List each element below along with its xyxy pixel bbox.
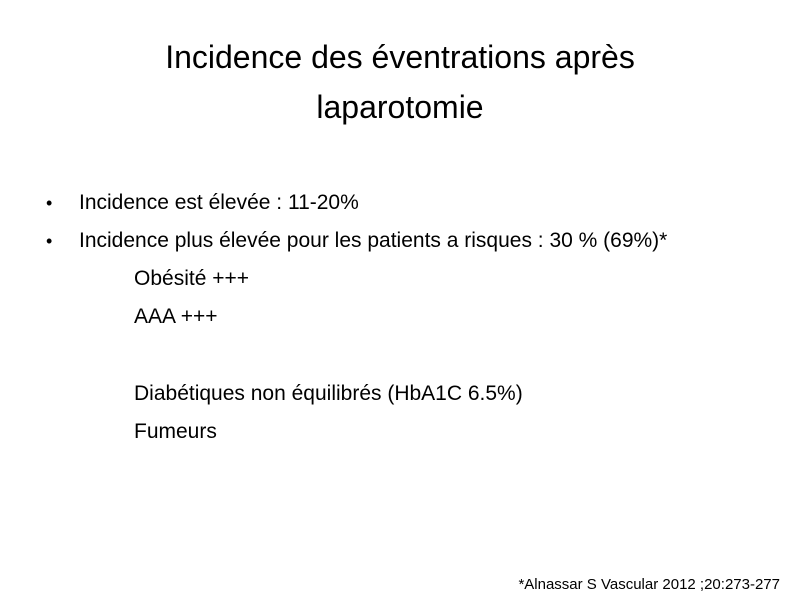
sub-item-smokers: Fumeurs (134, 420, 217, 443)
bullet-text: Incidence plus élevée pour les patients a risques : 30 % (69%)* (79, 229, 668, 252)
bullet-item-incidence (0, 186, 800, 220)
bullet-marker: • (46, 193, 53, 213)
bullet-marker: • (46, 231, 53, 251)
sub-item-obesity: Obésité +++ (134, 267, 249, 290)
footnote-reference: *Alnassar S Vascular 2012 ;20:273-277 (518, 576, 780, 593)
sub-item-diabetics: Diabétiques non équilibrés (HbA1C 6.5%) (134, 382, 523, 405)
bullet-text: Incidence est élevée : 11-20% (79, 191, 359, 214)
bullet-item-risk-patients (0, 224, 800, 258)
slide-title-line-1: Incidence des éventrations après (165, 39, 635, 75)
slide-title (60, 32, 740, 132)
sub-item-aaa: AAA +++ (134, 305, 218, 328)
slide-title-line-2: laparotomie (316, 89, 484, 125)
